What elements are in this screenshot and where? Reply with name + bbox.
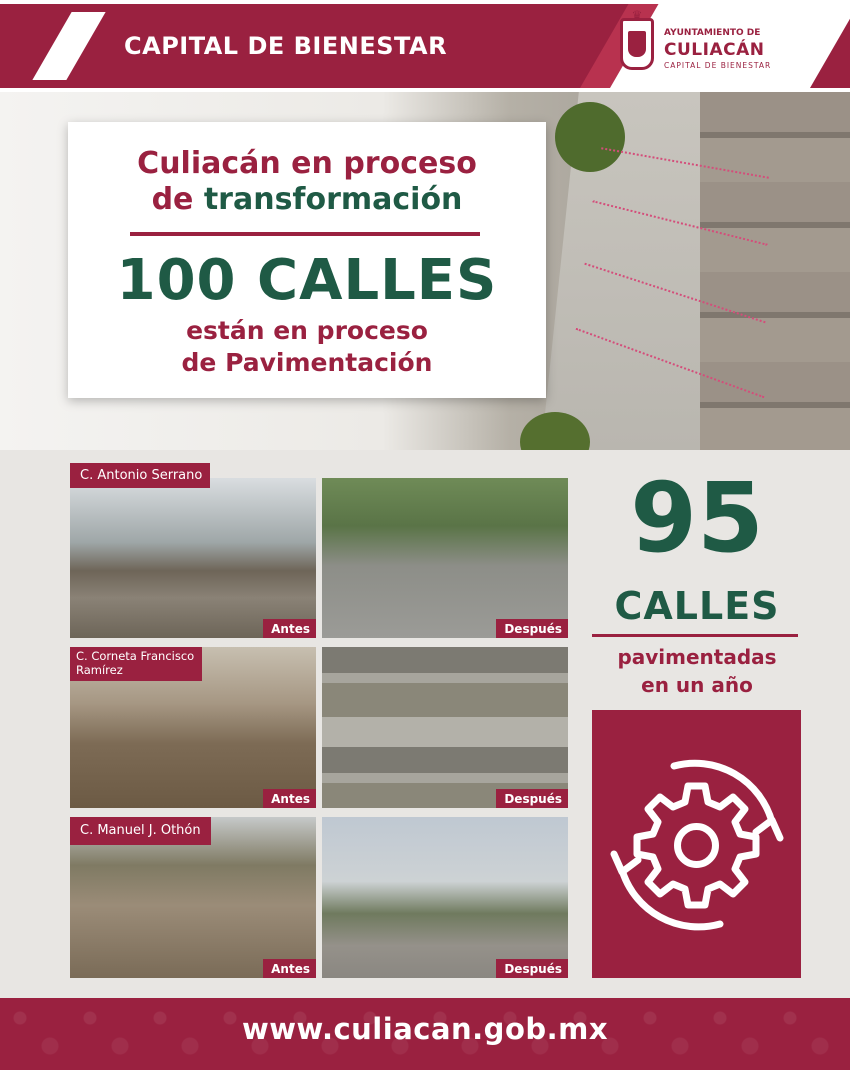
before-label: Antes — [263, 619, 316, 638]
logo-line2: CULIACÁN — [664, 40, 765, 60]
subheading-line1: están en proceso — [186, 316, 428, 345]
heading-line2-word: transformación — [203, 182, 463, 217]
crown-icon: ♛ — [631, 8, 643, 22]
photo-before-antonio-serrano — [70, 478, 316, 638]
street-name-line1: C. Corneta Francisco — [76, 649, 195, 663]
stat-caption-line2: en un año — [641, 673, 753, 697]
tree — [555, 102, 625, 172]
gear-cycle-icon — [592, 710, 801, 978]
after-label: Después — [496, 619, 568, 638]
stat-divider — [592, 634, 798, 637]
headline-number: 100 CALLES — [116, 248, 498, 313]
photo-after-corneta-francisco-ramirez — [322, 647, 568, 808]
title-card — [68, 122, 546, 398]
rooftops-area — [700, 92, 850, 450]
subheading-line2: de Pavimentación — [181, 348, 433, 377]
divider — [130, 232, 480, 236]
header-bar — [0, 0, 850, 92]
photo-after-manuel-othon — [322, 817, 568, 978]
street-name-line2: Ramírez — [76, 663, 123, 678]
logo-line3: CAPITAL DE BIENESTAR — [664, 61, 772, 70]
gear-panel — [592, 710, 801, 978]
stat-number: 95 — [630, 462, 764, 574]
logo-line1: AYUNTAMIENTO DE — [664, 28, 761, 38]
footer-bar — [0, 998, 850, 1070]
heading-line2 — [68, 182, 546, 217]
street-name-label: C. Manuel J. Othón — [70, 817, 211, 845]
stat-unit: CALLES — [614, 584, 780, 628]
heading-line1: Culiacán en proceso — [137, 146, 477, 181]
before-label: Antes — [263, 959, 316, 978]
seal-shield — [628, 31, 646, 57]
after-label: Después — [496, 789, 568, 808]
street-name-label: C. Antonio Serrano — [70, 463, 210, 488]
header-title: CAPITAL DE BIENESTAR — [124, 32, 448, 60]
after-label: Después — [496, 959, 568, 978]
footer-url-link[interactable]: www.culiacan.gob.mx — [241, 1012, 609, 1046]
stat-caption-line1: pavimentadas — [617, 645, 777, 669]
city-seal-icon — [620, 8, 654, 70]
photo-after-antonio-serrano — [322, 478, 568, 638]
heading-line2-prefix: de — [151, 182, 204, 217]
before-label: Antes — [263, 789, 316, 808]
street-name-label — [70, 647, 202, 681]
